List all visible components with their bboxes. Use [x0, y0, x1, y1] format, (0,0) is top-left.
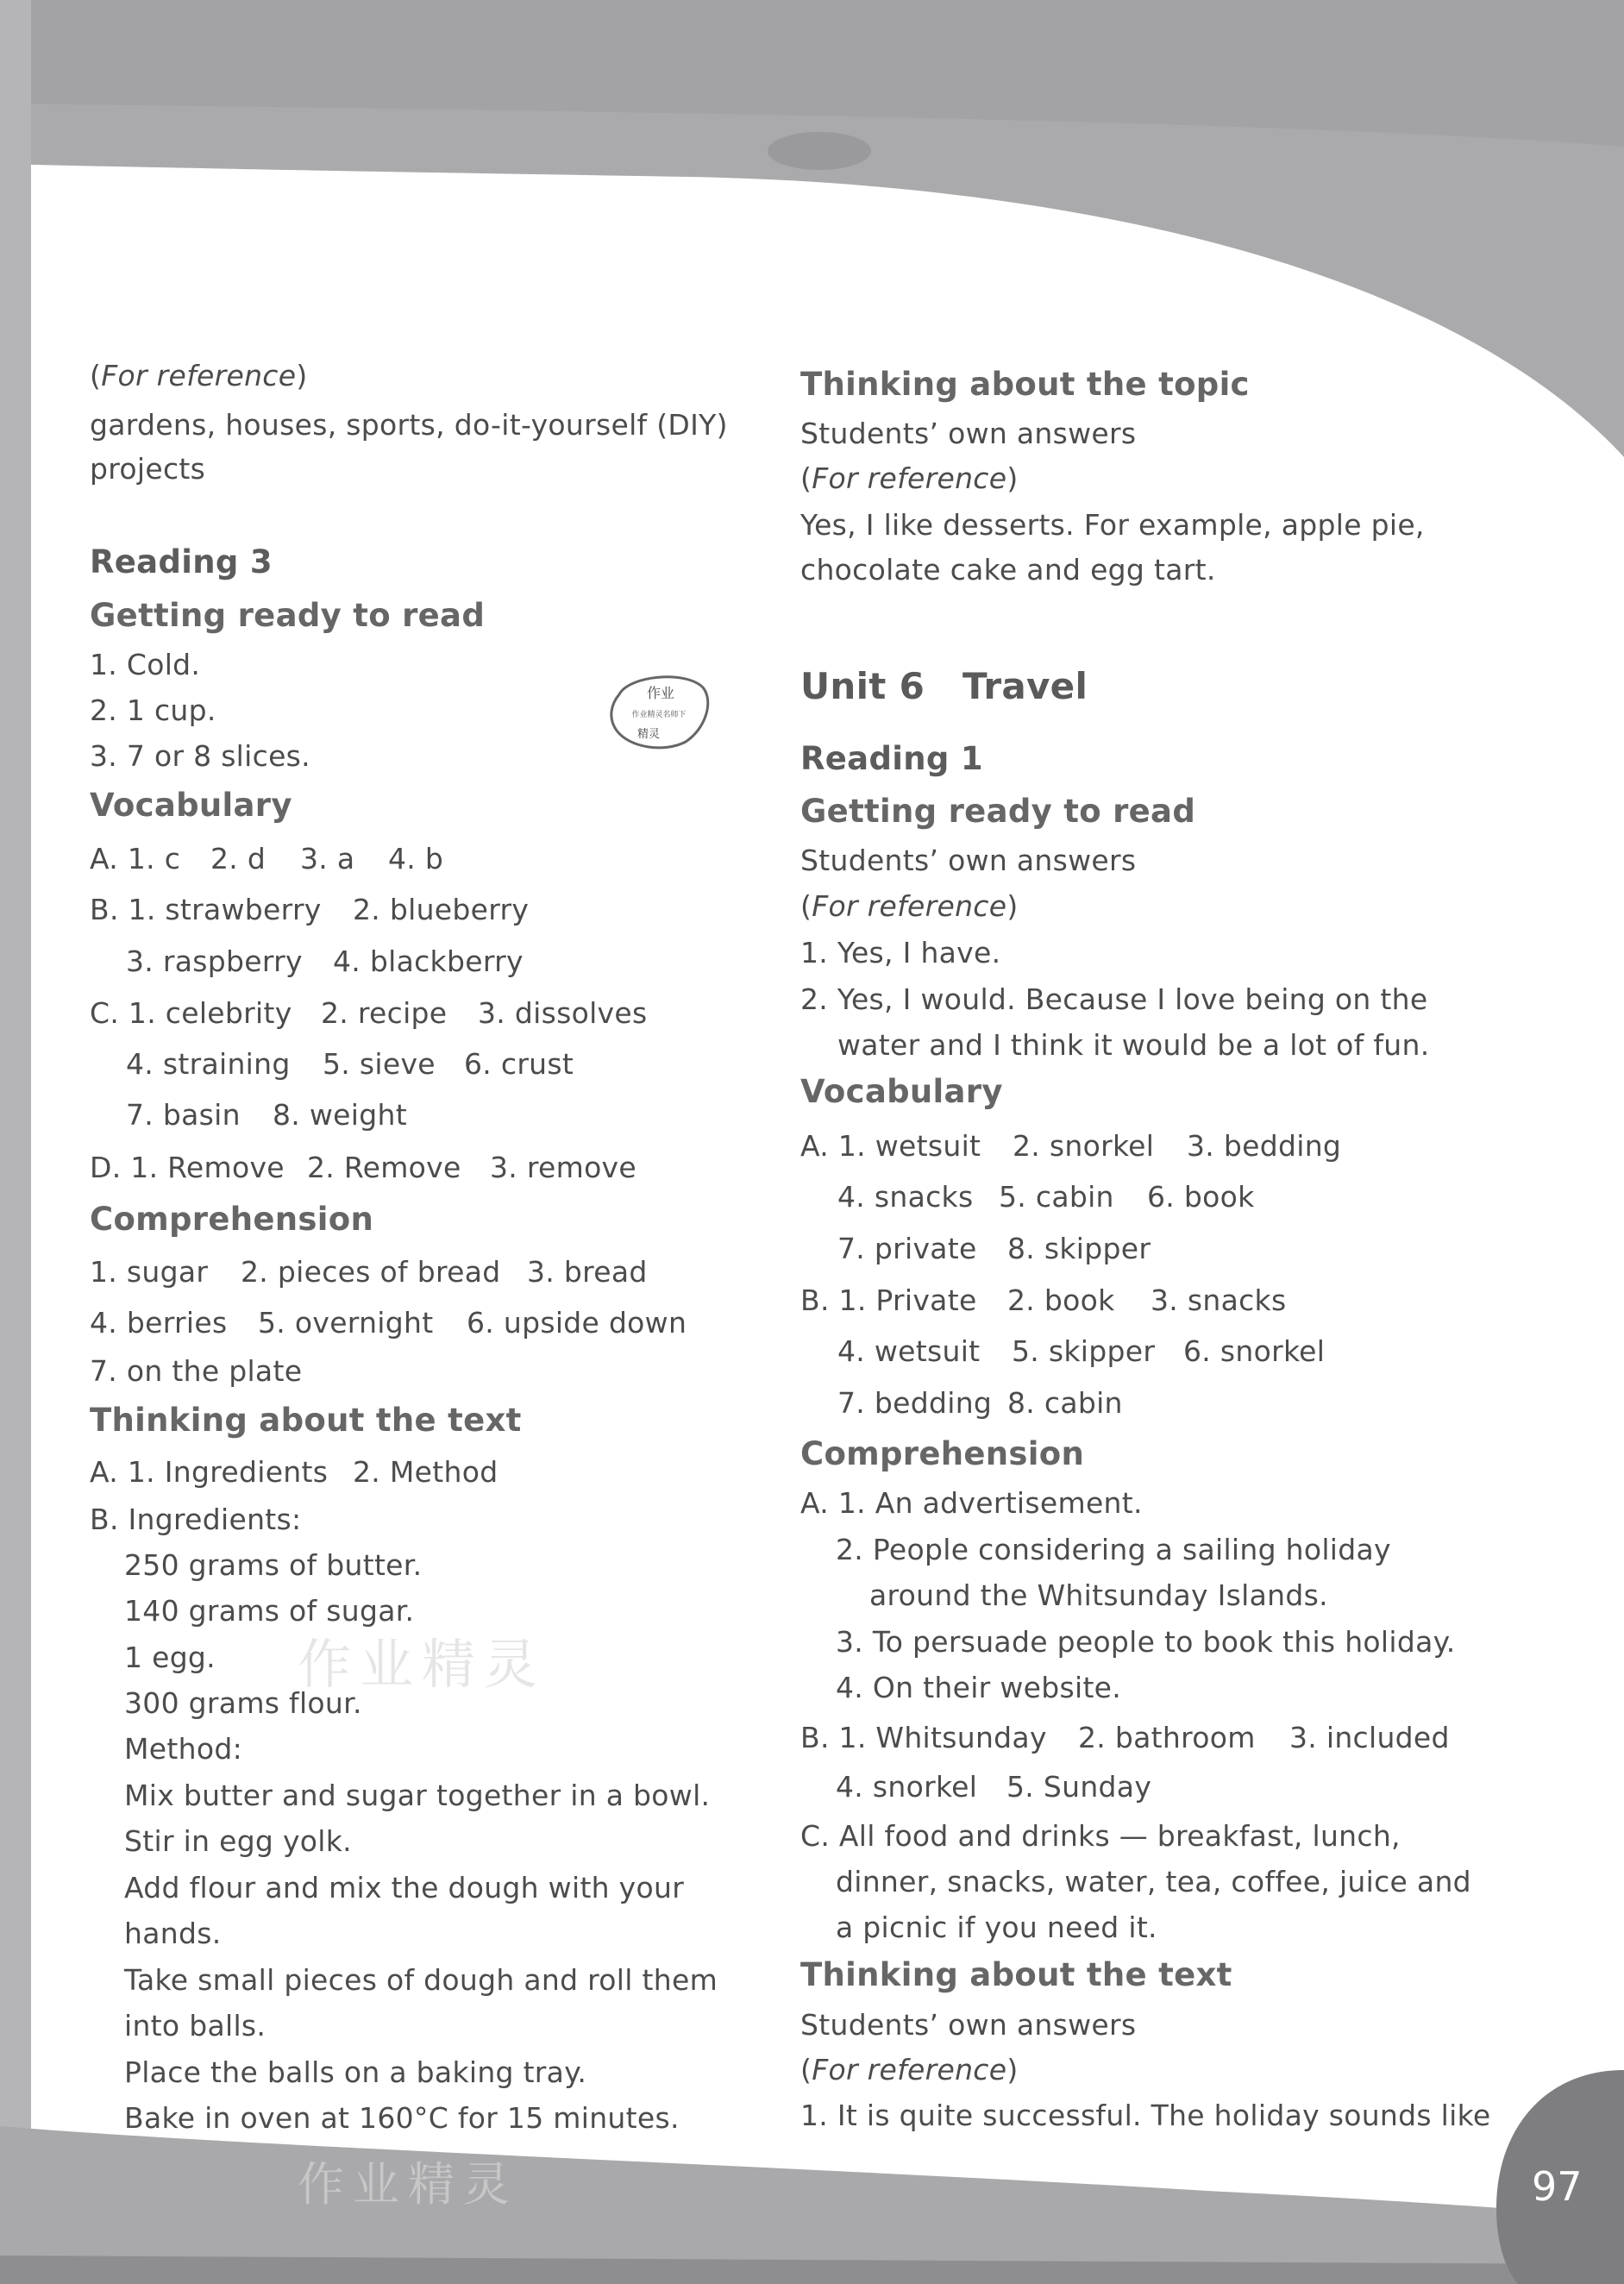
answer-line: 7. basin 8. weight — [126, 1098, 407, 1132]
answer-line: Bake in oven at 160°C for 15 minutes. — [124, 2101, 680, 2135]
answer-line: Place the balls on a baking tray. — [124, 2055, 587, 2089]
answer-line: 4. On their website. — [836, 1671, 1122, 1704]
answer-line: B. 1. strawberry 2. blueberry — [90, 893, 530, 926]
subheading-comprehension: Comprehension — [90, 1201, 374, 1238]
answer-line: 7. on the plate — [90, 1354, 303, 1388]
answer-line: 2. People considering a sailing holiday — [836, 1533, 1391, 1566]
answer-line: chocolate cake and egg tart. — [800, 553, 1216, 587]
for-reference-note: (For reference) — [800, 2053, 1019, 2086]
svg-text:作业精灵名师下: 作业精灵名师下 — [631, 711, 687, 719]
answer-line: 1. Yes, I have. — [800, 936, 1001, 969]
answer-line: A. 1. c 2. d 3. a 4. b — [90, 842, 444, 875]
answer-line: 140 grams of sugar. — [124, 1594, 415, 1628]
answer-line: water and I think it would be a lot of fun. — [837, 1028, 1430, 1062]
subheading-getting-ready: Getting ready to read — [90, 597, 486, 634]
answer-line: 3. 7 or 8 slices. — [90, 739, 310, 773]
answer-line: 4. berries 5. overnight 6. upside down — [90, 1306, 687, 1340]
watermark: 作业精灵 — [298, 2157, 518, 2212]
answer-line: 2. Yes, I would. Because I love being on the — [800, 982, 1428, 1016]
answer-line: Students’ own answers — [800, 2008, 1137, 2042]
answer-line: B. 1. Private 2. book 3. snacks — [800, 1283, 1287, 1317]
answer-line: around the Whitsunday Islands. — [869, 1578, 1328, 1612]
answer-line: dinner, snacks, water, tea, coffee, juice and — [836, 1865, 1471, 1898]
answer-line: Mix butter and sugar together in a bowl. — [124, 1779, 711, 1812]
for-reference-note: (For reference) — [800, 461, 1019, 495]
stamp-logo — [604, 668, 716, 755]
answer-line: Yes, I like desserts. For example, apple pie, — [800, 508, 1425, 542]
answer-line: a picnic if you need it. — [836, 1911, 1157, 1944]
answer-line: 250 grams of butter. — [124, 1548, 423, 1582]
page-number: 97 — [1532, 2163, 1583, 2210]
subheading-thinking-about-text: Thinking about the text — [90, 1402, 522, 1439]
answer-line: Add flour and mix the dough with your — [124, 1871, 685, 1904]
answer-line: 1. It is quite successful. The holiday sounds like — [800, 2099, 1491, 2132]
answer-line: Students’ own answers — [800, 844, 1137, 877]
answer-line: hands. — [124, 1917, 222, 1950]
subheading-getting-ready: Getting ready to read — [800, 793, 1196, 830]
answer-line: 1 egg. — [124, 1641, 216, 1674]
subheading-vocabulary: Vocabulary — [90, 787, 292, 824]
answer-line: B. 1. Whitsunday 2. bathroom 3. included — [800, 1721, 1450, 1754]
svg-text:精灵: 精灵 — [636, 728, 661, 741]
answer-line: A. 1. An advertisement. — [800, 1486, 1143, 1520]
subheading-vocabulary: Vocabulary — [800, 1073, 1003, 1110]
answer-line: projects — [90, 452, 206, 486]
answer-line: Take small pieces of dough and roll them — [124, 1963, 718, 1997]
unit-name: Travel — [962, 665, 1088, 707]
svg-text:作业: 作业 — [646, 685, 675, 701]
answer-line: C. All food and drinks — breakfast, lunch, — [800, 1819, 1401, 1853]
section-heading-reading-1: Reading 1 — [800, 740, 983, 777]
answer-line: gardens, houses, sports, do-it-yourself (DIY) — [90, 408, 728, 442]
for-reference-note: (For reference) — [800, 889, 1019, 923]
answer-line: Stir in egg yolk. — [124, 1824, 352, 1858]
answer-line: 4. snorkel 5. Sunday — [836, 1770, 1152, 1804]
answer-line: 7. private 8. skipper — [837, 1232, 1151, 1265]
answer-line: B. Ingredients: — [90, 1503, 302, 1536]
answer-line: 4. snacks 5. cabin 6. book — [837, 1180, 1255, 1214]
unit-title — [800, 665, 1088, 708]
answer-line: Students’ own answers — [800, 417, 1137, 450]
subheading-thinking-about-text: Thinking about the text — [800, 1956, 1232, 1993]
unit-number: Unit 6 — [800, 665, 925, 707]
answer-line: 1. sugar 2. pieces of bread 3. bread — [90, 1255, 648, 1289]
answer-line: A. 1. wetsuit 2. snorkel 3. bedding — [800, 1129, 1342, 1163]
subheading-thinking-about-topic: Thinking about the topic — [800, 366, 1250, 403]
answer-line: 3. raspberry 4. blackberry — [126, 944, 524, 978]
answer-line: 7. bedding 8. cabin — [837, 1386, 1123, 1420]
answer-line: 4. straining 5. sieve 6. crust — [126, 1047, 574, 1081]
watermark: 作业精灵 — [298, 1633, 547, 1696]
answer-line: 2. 1 cup. — [90, 693, 216, 727]
subheading-comprehension: Comprehension — [800, 1435, 1085, 1472]
answer-line: C. 1. celebrity 2. recipe 3. dissolves — [90, 996, 648, 1030]
answer-line: into balls. — [124, 2009, 266, 2042]
answer-line: 4. wetsuit 5. skipper 6. snorkel — [837, 1334, 1326, 1368]
answer-line: A. 1. Ingredients 2. Method — [90, 1455, 498, 1489]
section-heading-reading-3: Reading 3 — [90, 543, 273, 580]
answer-line: Method: — [124, 1732, 242, 1766]
answer-line: 3. To persuade people to book this holiday. — [836, 1625, 1456, 1659]
for-reference-note: (For reference) — [90, 359, 308, 392]
answer-line: D. 1. Remove 2. Remove 3. remove — [90, 1151, 636, 1184]
answer-line: 300 grams flour. — [124, 1686, 362, 1720]
answer-line: 1. Cold. — [90, 648, 201, 681]
